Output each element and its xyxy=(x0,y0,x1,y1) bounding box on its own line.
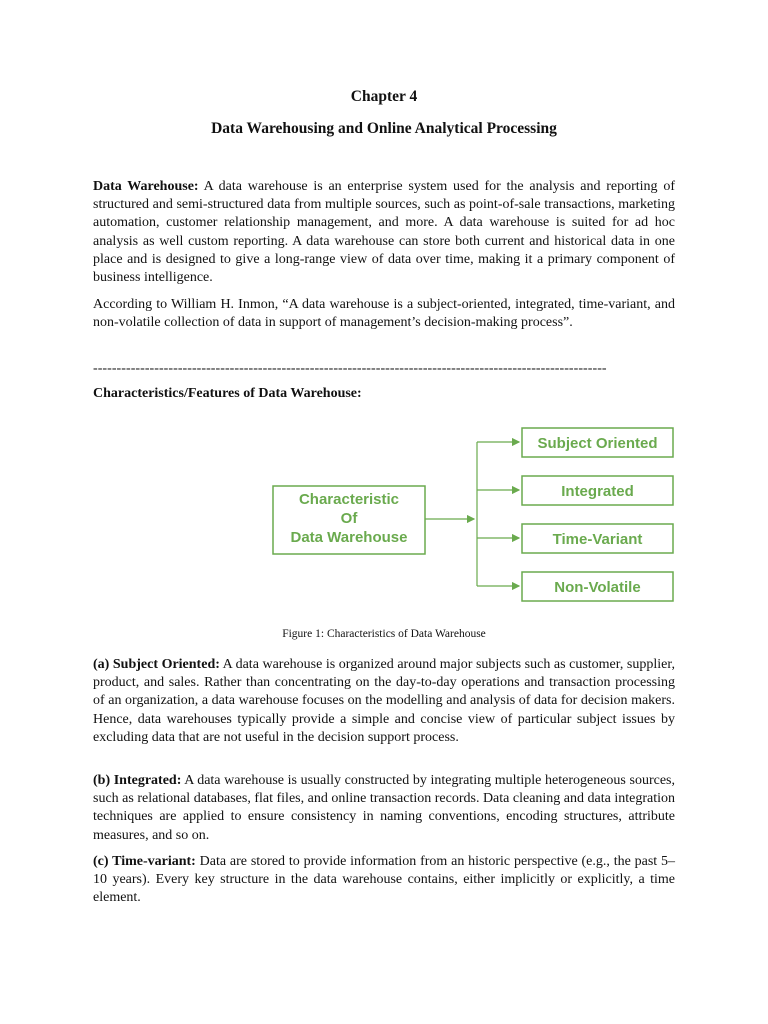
target-label-integrated: Integrated xyxy=(561,483,634,500)
section-term-subject-oriented: (a) Subject Oriented: xyxy=(93,657,220,672)
features-heading: Characteristics/Features of Data Warehouse: xyxy=(93,386,362,401)
intro-text: A data warehouse is an enterprise system used for the analysis and reporting of structured and semi-structured data from multiple sources, such as point-of-sale transactions, marketing automation, customer relationship management, and more. A data warehouse is suited for ad hoc analysis as well custom reporting. A data warehouse can store both current and historical data in one place and is designed to give a long-range view of data over time, making it a primary component of business intelligence. xyxy=(93,179,675,286)
section-text-subject-oriented: A data warehouse is organized around major subjects such as customer, supplier, product, and sales. Rather than concentrating on the day-to-day operations and transaction processing of an organization, a data warehouse focuses on the modelling and analysis of data for decision makers. Hence, data warehouses typically provide a simple and concise view of particular subject issues by excluding data that are not useful in the decision support process. xyxy=(93,657,675,745)
section-text-time-variant: Data are stored to provide information from an historic perspective (e.g., the past 5–10 years). Every key structure in the data warehouse contains, either implicitly or explicitly, a time element. xyxy=(93,854,676,906)
section-term-time-variant: (c) Time-variant: xyxy=(93,854,196,869)
chapter-title: Data Warehousing and Online Analytical Processing xyxy=(211,120,557,137)
characteristics-diagram xyxy=(268,420,688,610)
target-label-non-volatile: Non-Volatile xyxy=(554,579,641,596)
section-subject-oriented xyxy=(93,656,675,747)
target-label-subject-oriented: Subject Oriented xyxy=(537,435,658,452)
section-time-variant xyxy=(93,853,675,908)
chapter-heading: Chapter 4 xyxy=(350,88,418,105)
section-text-integrated: A data warehouse is usually constructed by integrating multiple heterogeneous sources, such as relational databases, flat files, and online transaction records. Data cleaning and data integration techniques are applied to ensure consistency in naming conventions, encoding structures, attribute measures, and so on. xyxy=(93,773,675,843)
source-label-line-2: Of xyxy=(340,510,358,527)
intro-paragraph xyxy=(93,178,675,287)
section-divider: ------------------------------------------------------------------------------------------------------------- xyxy=(93,361,607,376)
intro-term: Data Warehouse: xyxy=(93,179,199,194)
section-integrated xyxy=(93,772,675,845)
source-label-line-3: Data Warehouse xyxy=(290,529,408,546)
characteristics-diagram-svg xyxy=(268,420,688,610)
target-label-time-variant: Time-Variant xyxy=(552,531,643,548)
figure-caption: Figure 1: Characteristics of Data Warehouse xyxy=(282,628,486,640)
section-term-integrated: (b) Integrated: xyxy=(93,773,182,788)
source-label-line-1: Characteristic xyxy=(298,491,400,508)
inmon-quote-paragraph: According to William H. Inmon, “A data warehouse is a subject-oriented, integrated, time-variant, and non-volatile collection of data in support of management’s decision-making process”. xyxy=(93,297,675,331)
